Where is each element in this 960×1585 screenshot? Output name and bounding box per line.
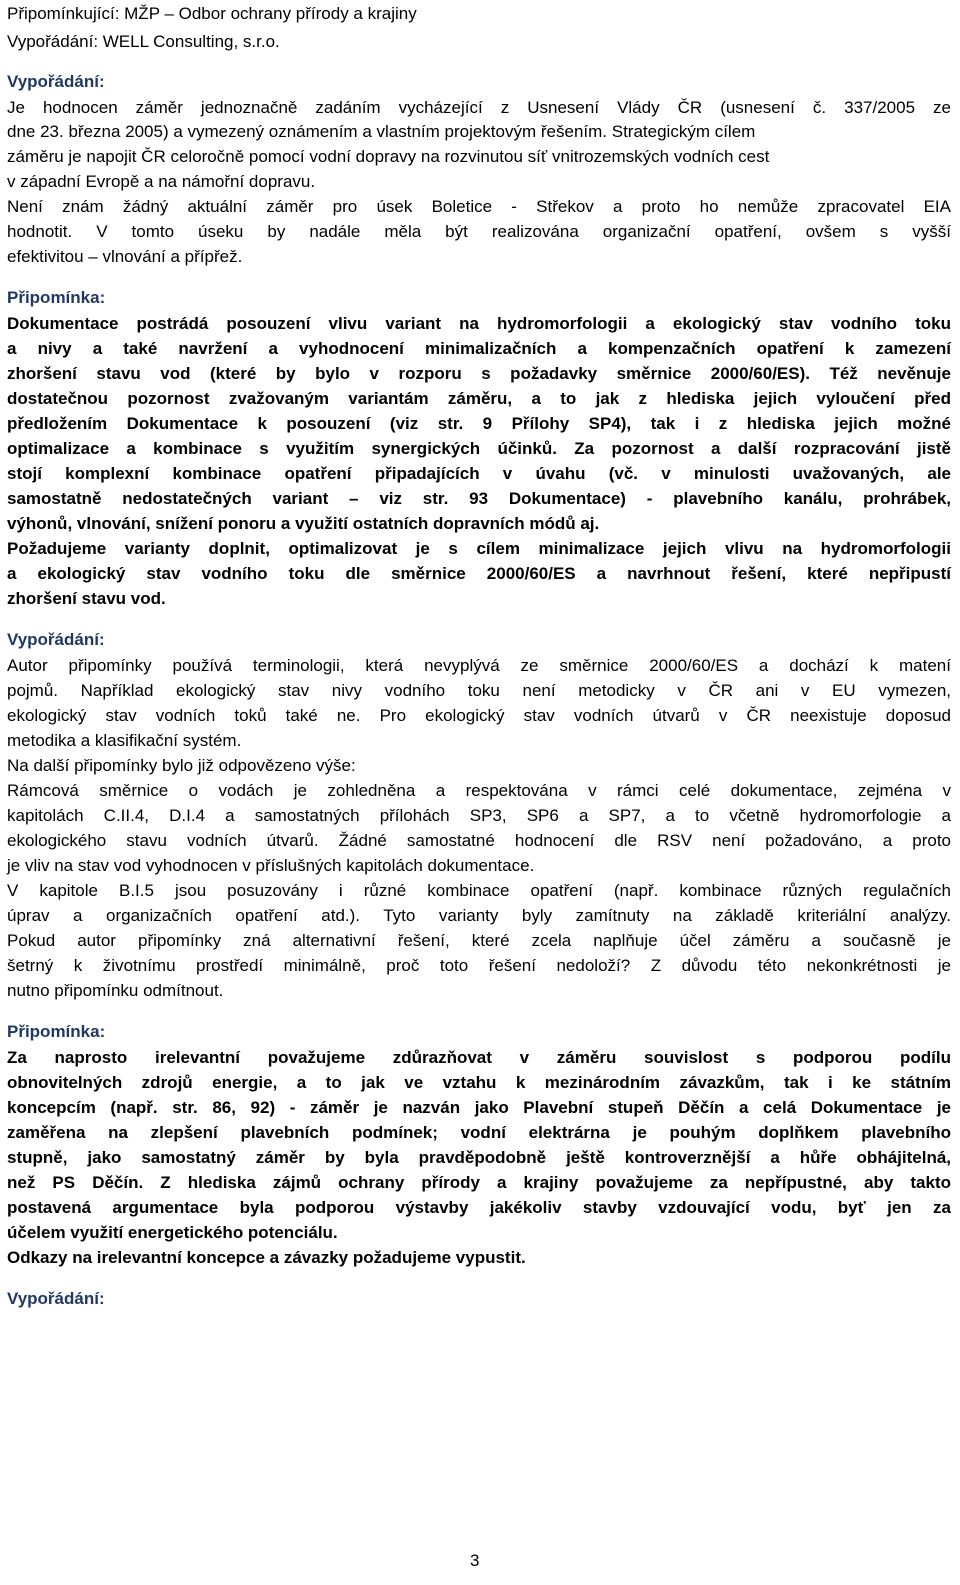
section-heading-comment: Připomínka: <box>7 288 106 307</box>
comment-line: Dokumentace postrádá posouzení vlivu variant na hydromorfologii a ekologický stav vodního toku <box>7 314 951 333</box>
comment-line: Za naprosto irelevantní považujeme zdůrazňovat v záměru souvislost s podporou podílu <box>7 1048 951 1067</box>
comment-line: dostatečnou pozornost zvažovaným variantám záměru, a to jak z hlediska jejich vyloučení před <box>7 389 951 408</box>
paragraph-line: V kapitole B.I.5 jsou posuzovány i různé kombinace opatření (např. kombinace různých regulačních <box>7 881 951 900</box>
paragraph-line: kapitolách C.II.4, D.I.4 a samostatných přílohách SP3, SP6 a SP7, a to včetně hydromorfologie a <box>7 806 951 825</box>
paragraph-line: dne 23. března 2005) a vymezený oznámením a vlastním projektovým řešením. Strategickým cílem <box>7 122 756 141</box>
paragraph-line: Autor připomínky používá terminologii, která nevyplývá ze směrnice 2000/60/ES a dochází k matení <box>7 656 951 675</box>
page-number: 3 <box>470 1551 480 1570</box>
paragraph-line: záměru je napojit ČR celoročně pomocí vodní dopravy na rozvinutou síť vnitrozemských vodních cest <box>7 147 770 166</box>
paragraph-line: nutno připomínku odmítnout. <box>7 981 224 1000</box>
paragraph-line: Je hodnocen záměr jednoznačně zadáním vycházející z Usnesení Vlády ČR (usnesení č. 337/2005 ze <box>7 98 951 117</box>
comment-line: zhoršení stavu vod (které by bylo v rozporu s požadavky směrnice 2000/60/ES). Též nevěnuje <box>7 364 951 383</box>
commenter-line: Připomínkující: MŽP – Odbor ochrany přírody a krajiny <box>7 4 417 23</box>
comment-line: účelem využití energetického potenciálu. <box>7 1223 338 1242</box>
comment-line: Odkazy na irelevantní koncepce a závazky požadujeme vypustit. <box>7 1248 526 1267</box>
paragraph-line: efektivitou – vlnování a přípřež. <box>7 247 243 266</box>
comment-line: Požadujeme varianty doplnit, optimalizovat je s cílem minimalizace jejich vlivu na hydromorfologii <box>7 539 951 558</box>
section-heading-settlement: Vypořádání: <box>7 630 105 649</box>
section-heading-settlement: Vypořádání: <box>7 72 105 91</box>
comment-line: optimalizace a kombinace s využitím synergických účinků. Za pozornost a další rozpracování jistě <box>7 439 951 458</box>
paragraph-line: hodnotit. V tomto úseku by nadále měla být realizována organizační opatření, ovšem s vyšší <box>7 222 951 241</box>
paragraph-line: pojmů. Například ekologický stav nivy vodního toku není metodicky v ČR ani v EU vymezen, <box>7 681 951 700</box>
settled-by-line: Vypořádání: WELL Consulting, s.r.o. <box>7 32 280 51</box>
comment-line: zhoršení stavu vod. <box>7 589 166 608</box>
paragraph-line: ekologického stavu vodních útvarů. Žádné samostatné hodnocení dle RSV není požadováno, a proto <box>7 831 951 850</box>
section-heading-settlement: Vypořádání: <box>7 1289 105 1308</box>
paragraph-line: ekologický stav vodních toků také ne. Pro ekologický stav vodních útvarů v ČR neexistuje doposud <box>7 706 951 725</box>
paragraph-line: šetrný k životnímu prostředí minimálně, proč toto řešení nedoloží? Z důvodu této nekonkrétnosti je <box>7 956 951 975</box>
comment-line: postavená argumentace byla podporou výstavby jakékoliv stavby vzdouvající vodu, byť jen za <box>7 1198 951 1217</box>
comment-line: samostatně nedostatečných variant – viz str. 93 Dokumentace) - plavebního kanálu, prohrábek, <box>7 489 951 508</box>
section-heading-comment: Připomínka: <box>7 1022 106 1041</box>
comment-line: předložením Dokumentace k posouzení (viz str. 9 Přílohy SP4), tak i z hlediska jejich možné <box>7 414 951 433</box>
paragraph-line: úprav a organizačních opatření atd.). Tyto varianty byly zamítnuty na základě kriteriální analýzy. <box>7 906 951 925</box>
comment-line: stupně, jako samostatný záměr by byla pravděpodobně ještě kontroverznější a hůře obhájitelná, <box>7 1148 951 1167</box>
paragraph-line: Na další připomínky bylo již odpovězeno výše: <box>7 756 356 775</box>
comment-line: koncepcím (např. str. 86, 92) - záměr je nazván jako Plavební stupeň Děčín a celá Dokumentace je <box>7 1098 951 1117</box>
comment-line: výhonů, vlnování, snížení ponoru a využití ostatních dopravních módů aj. <box>7 514 600 533</box>
comment-line: obnovitelných zdrojů energie, a to jak ve vztahu k mezinárodním závazkům, tak i ke státním <box>7 1073 951 1092</box>
comment-line: a nivy a také navržení a vyhodnocení minimalizačních a kompenzačních opatření k zamezení <box>7 339 951 358</box>
paragraph-line: je vliv na stav vod vyhodnocen v příslušných kapitolách dokumentace. <box>7 856 535 875</box>
paragraph-line: Rámcová směrnice o vodách je zohledněna a respektována v rámci celé dokumentace, zejména v <box>7 781 951 800</box>
paragraph-line: Pokud autor připomínky zná alternativní řešení, které zcela naplňuje účel záměru a současně je <box>7 931 951 950</box>
comment-line: zaměřena na zlepšení plavebních podmínek; vodní elektrárna je pouhým doplňkem plavebního <box>7 1123 951 1142</box>
paragraph-line: metodika a klasifikační systém. <box>7 731 242 750</box>
comment-line: a ekologický stav vodního toku dle směrnice 2000/60/ES a navrhnout řešení, které nepřipustí <box>7 564 951 583</box>
comment-line: stojí komplexní kombinace opatření připadajících v úvahu (vč. v minulosti uvažovaných, ale <box>7 464 951 483</box>
paragraph-line: v západní Evropě a na námořní dopravu. <box>7 172 316 191</box>
comment-line: než PS Děčín. Z hlediska zájmů ochrany přírody a krajiny považujeme za nepřípustné, aby takto <box>7 1173 951 1192</box>
paragraph-line: Není znám žádný aktuální záměr pro úsek Boletice - Střekov a proto ho nemůže zpracovatel EIA <box>7 197 951 216</box>
